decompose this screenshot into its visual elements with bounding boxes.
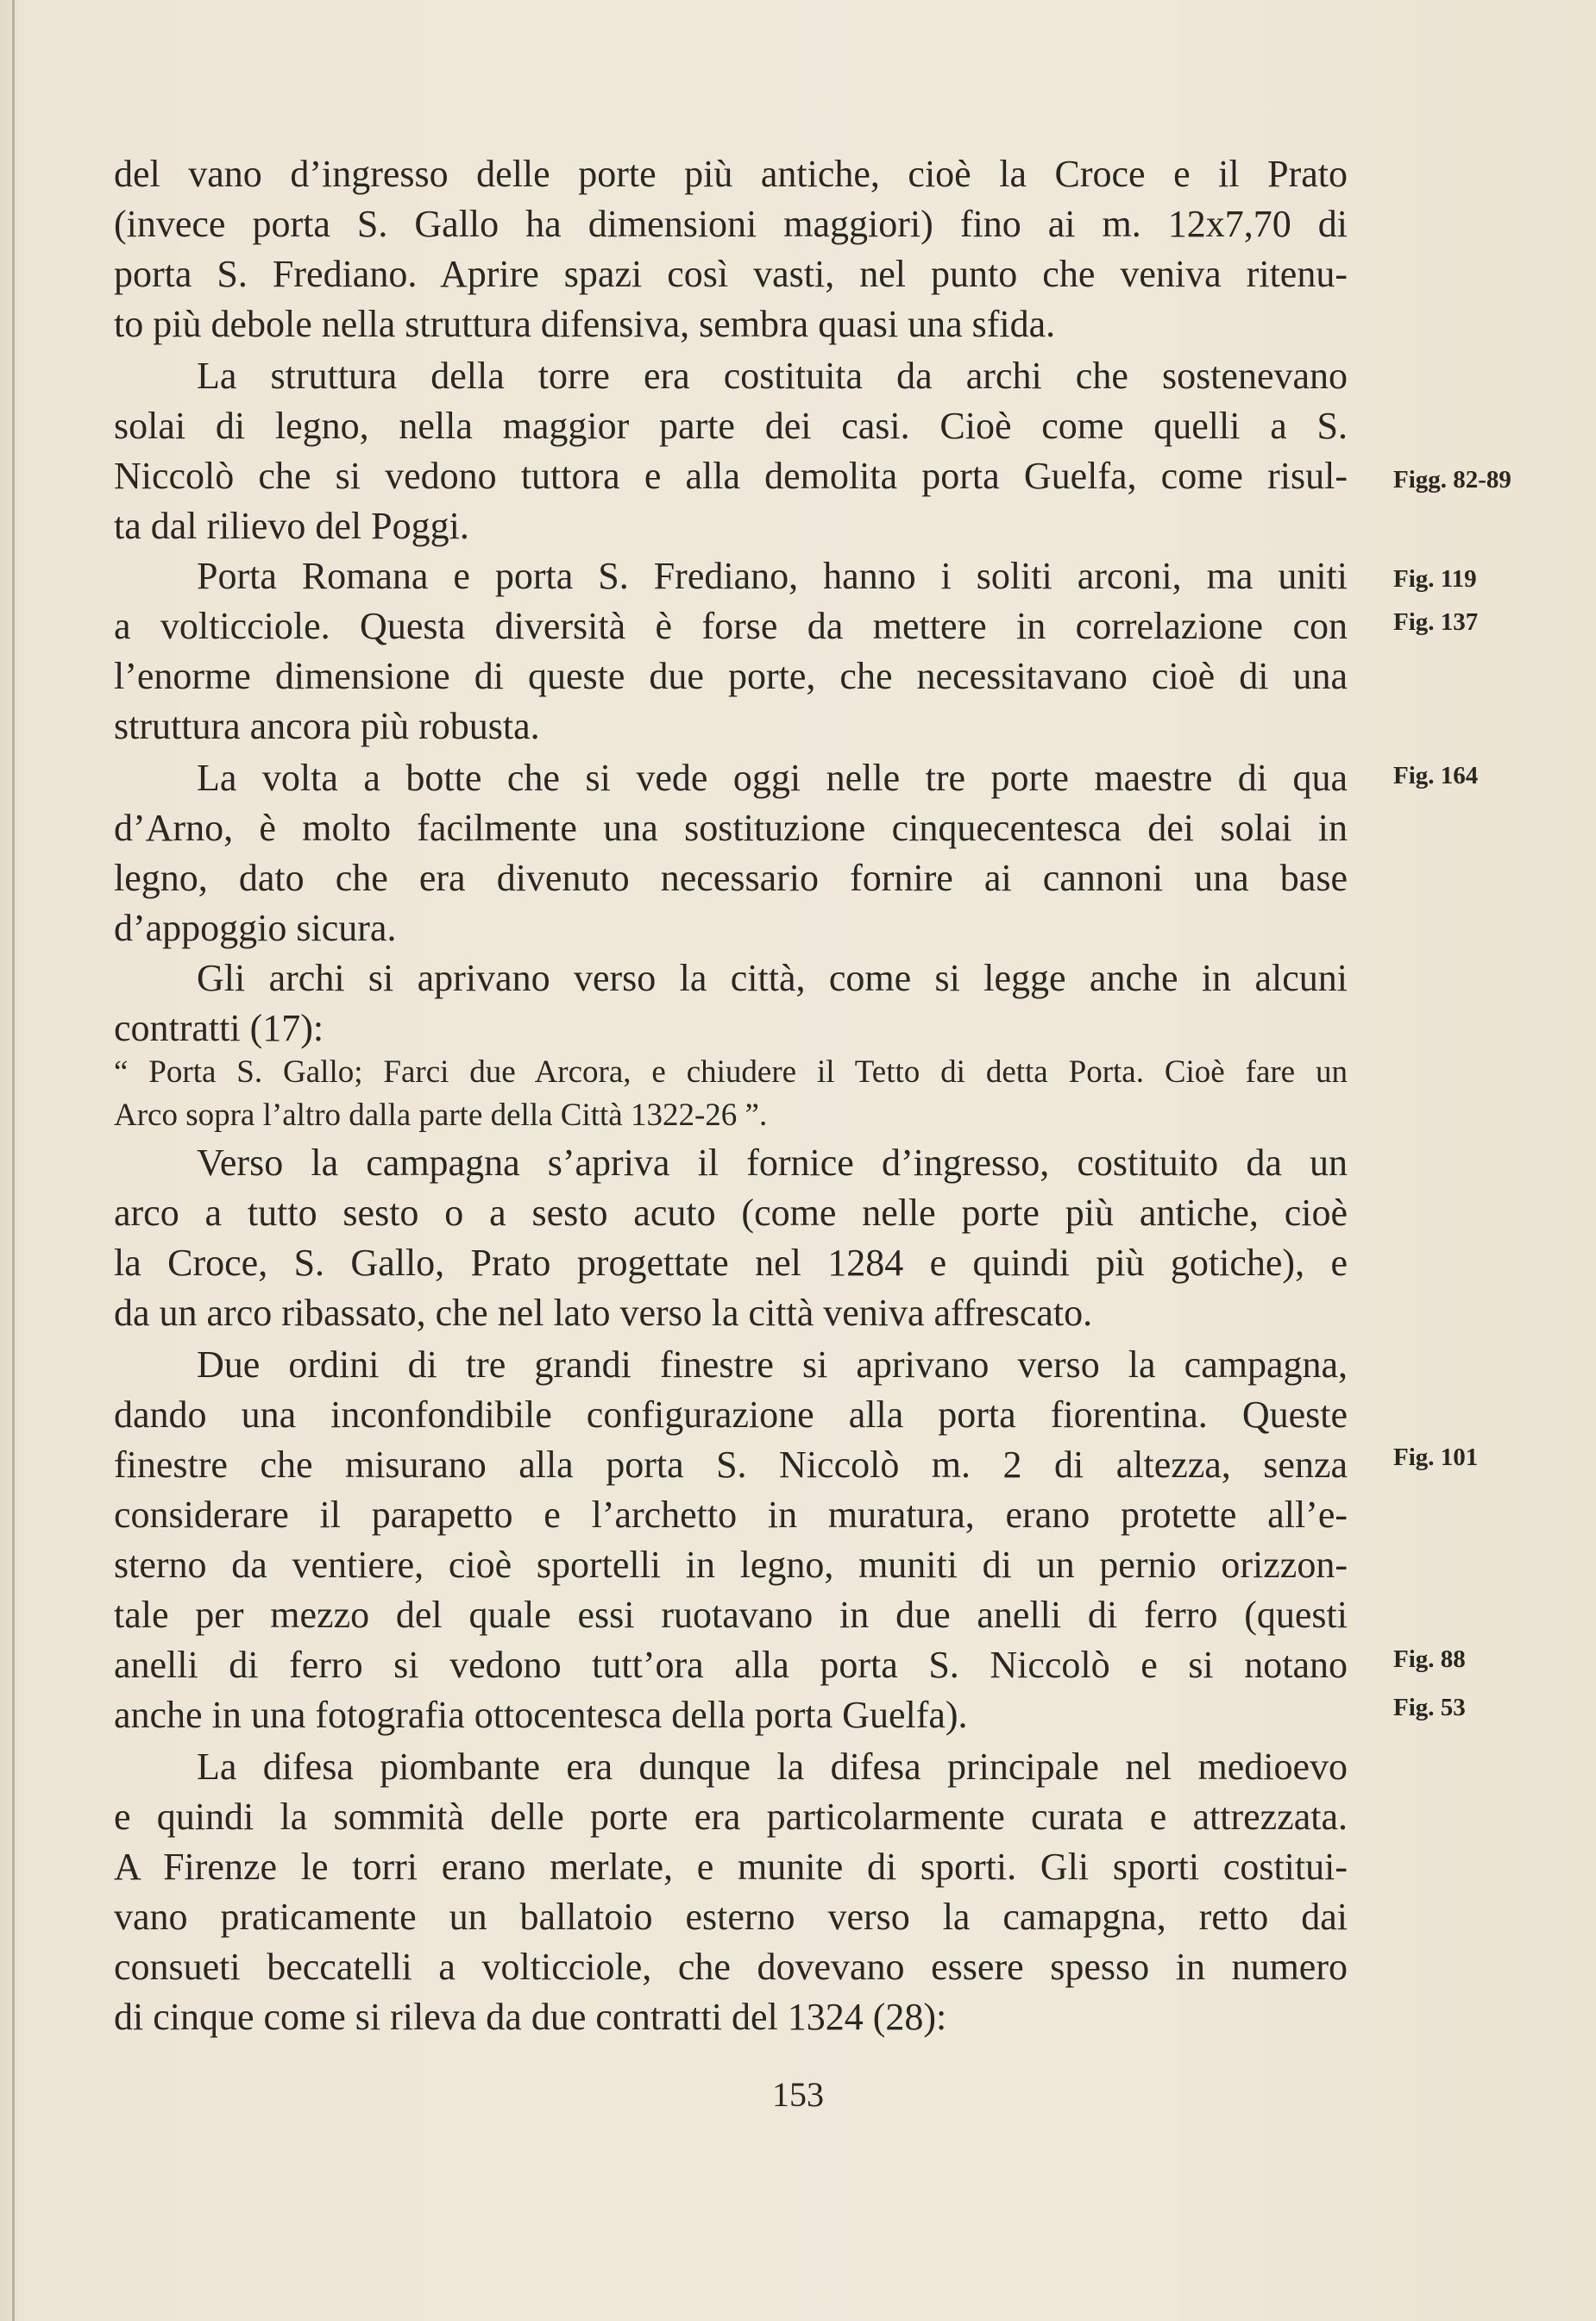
text-line: del vano d’ingresso delle porte più antiche, cioè la Croce e il Prato: [114, 153, 1348, 195]
text-line: finestre che misurano alla porta S. Niccolò m. 2 di altezza, senza: [114, 1444, 1348, 1486]
text-line: consueti beccatelli a volticciole, che dovevano essere spesso in numero: [114, 1946, 1348, 1988]
text-line: La struttura della torre era costituita da archi che sostenevano: [197, 355, 1348, 397]
text-line: vano praticamente un ballatoio esterno verso la camapgna, retto dai: [114, 1896, 1348, 1938]
text-line: e quindi la sommità delle porte era particolarmente curata e attrezzata.: [114, 1796, 1348, 1838]
text-line: di cinque come si rileva da due contratti del 1324 (28):: [114, 1996, 947, 2038]
text-line: contratti (17):: [114, 1007, 324, 1049]
text-line: l’enorme dimensione di queste due porte, che necessitavano cioè di una: [114, 655, 1348, 697]
text-line: la Croce, S. Gallo, Prato progettate nel 1284 e quindi più gotiche), e: [114, 1242, 1348, 1284]
text-line: La difesa piombante era dunque la difesa principale nel medioevo: [197, 1745, 1348, 1788]
text-line: La volta a botte che si vede oggi nelle tre porte maestre di qua: [197, 757, 1348, 799]
margin-figure-ref: Fig. 164: [1393, 762, 1479, 789]
margin-figure-ref: Fig. 53: [1393, 1694, 1466, 1721]
text-line: struttura ancora più robusta.: [114, 705, 540, 747]
text-line: Gli archi si aprivano verso la città, come si legge anche in alcuni: [197, 957, 1348, 999]
margin-figure-ref: Figg. 82-89: [1393, 466, 1511, 494]
text-line: a volticciole. Questa diversità è forse da mettere in correlazione con: [114, 605, 1348, 647]
text-line: sterno da ventiere, cioè sportelli in legno, muniti di un pernio orizzon-: [114, 1544, 1348, 1586]
text-line: dando una inconfondibile configurazione alla porta fiorentina. Queste: [114, 1393, 1348, 1436]
text-line: Verso la campagna s’apriva il fornice d’ingresso, costituito da un: [197, 1142, 1348, 1184]
margin-figure-ref: Fig. 101: [1393, 1444, 1479, 1471]
text-line: anche in una fotografia ottocentesca della porta Guelfa).: [114, 1694, 968, 1736]
margin-figure-ref: Fig. 137: [1393, 608, 1479, 636]
text-line: Niccolò che si vedono tuttora e alla demolita porta Guelfa, come risul-: [114, 455, 1348, 497]
text-line: Porta Romana e porta S. Frediano, hanno i soliti arconi, ma uniti: [197, 555, 1348, 597]
text-line: arco a tutto sesto o a sesto acuto (come nelle porte più antiche, cioè: [114, 1192, 1348, 1234]
text-line: (invece porta S. Gallo ha dimensioni maggiori) fino ai m. 12x7,70 di: [114, 203, 1348, 245]
text-line: to più debole nella struttura difensiva, sembra quasi una sfida.: [114, 303, 1056, 345]
margin-figure-ref: Fig. 119: [1393, 565, 1477, 593]
text-line: tale per mezzo del quale essi ruotavano in due anelli di ferro (questi: [114, 1594, 1348, 1636]
text-line: considerare il parapetto e l’archetto in muratura, erano protette all’e-: [114, 1494, 1348, 1536]
text-line: d’appoggio sicura.: [114, 907, 397, 949]
binding-edge: [12, 0, 15, 2321]
text-line: Due ordini di tre grandi finestre si aprivano verso la campagna,: [197, 1343, 1348, 1386]
text-line: A Firenze le torri erano merlate, e munite di sporti. Gli sporti costitui-: [114, 1846, 1348, 1888]
page-number: 153: [772, 2075, 824, 2114]
text-line: solai di legno, nella maggior parte dei casi. Cioè come quelli a S.: [114, 405, 1348, 447]
quote-line: “ Porta S. Gallo; Farci due Arcora, e chiudere il Tetto di detta Porta. Cioè fare un: [114, 1054, 1348, 1090]
text-line: porta S. Frediano. Aprire spazi così vasti, nel punto che veniva ritenu-: [114, 253, 1348, 295]
margin-figure-ref: Fig. 88: [1393, 1645, 1466, 1673]
text-line: d’Arno, è molto facilmente una sostituzione cinquecentesca dei solai in: [114, 807, 1348, 849]
text-line: anelli di ferro si vedono tutt’ora alla porta S. Niccolò e si notano: [114, 1644, 1348, 1686]
quote-line: Arco sopra l’altro dalla parte della Città 1322-26 ”.: [114, 1098, 768, 1133]
text-line: ta dal rilievo del Poggi.: [114, 505, 469, 547]
text-line: legno, dato che era divenuto necessario fornire ai cannoni una base: [114, 857, 1348, 899]
text-line: da un arco ribassato, che nel lato verso la città veniva affrescato.: [114, 1292, 1093, 1334]
